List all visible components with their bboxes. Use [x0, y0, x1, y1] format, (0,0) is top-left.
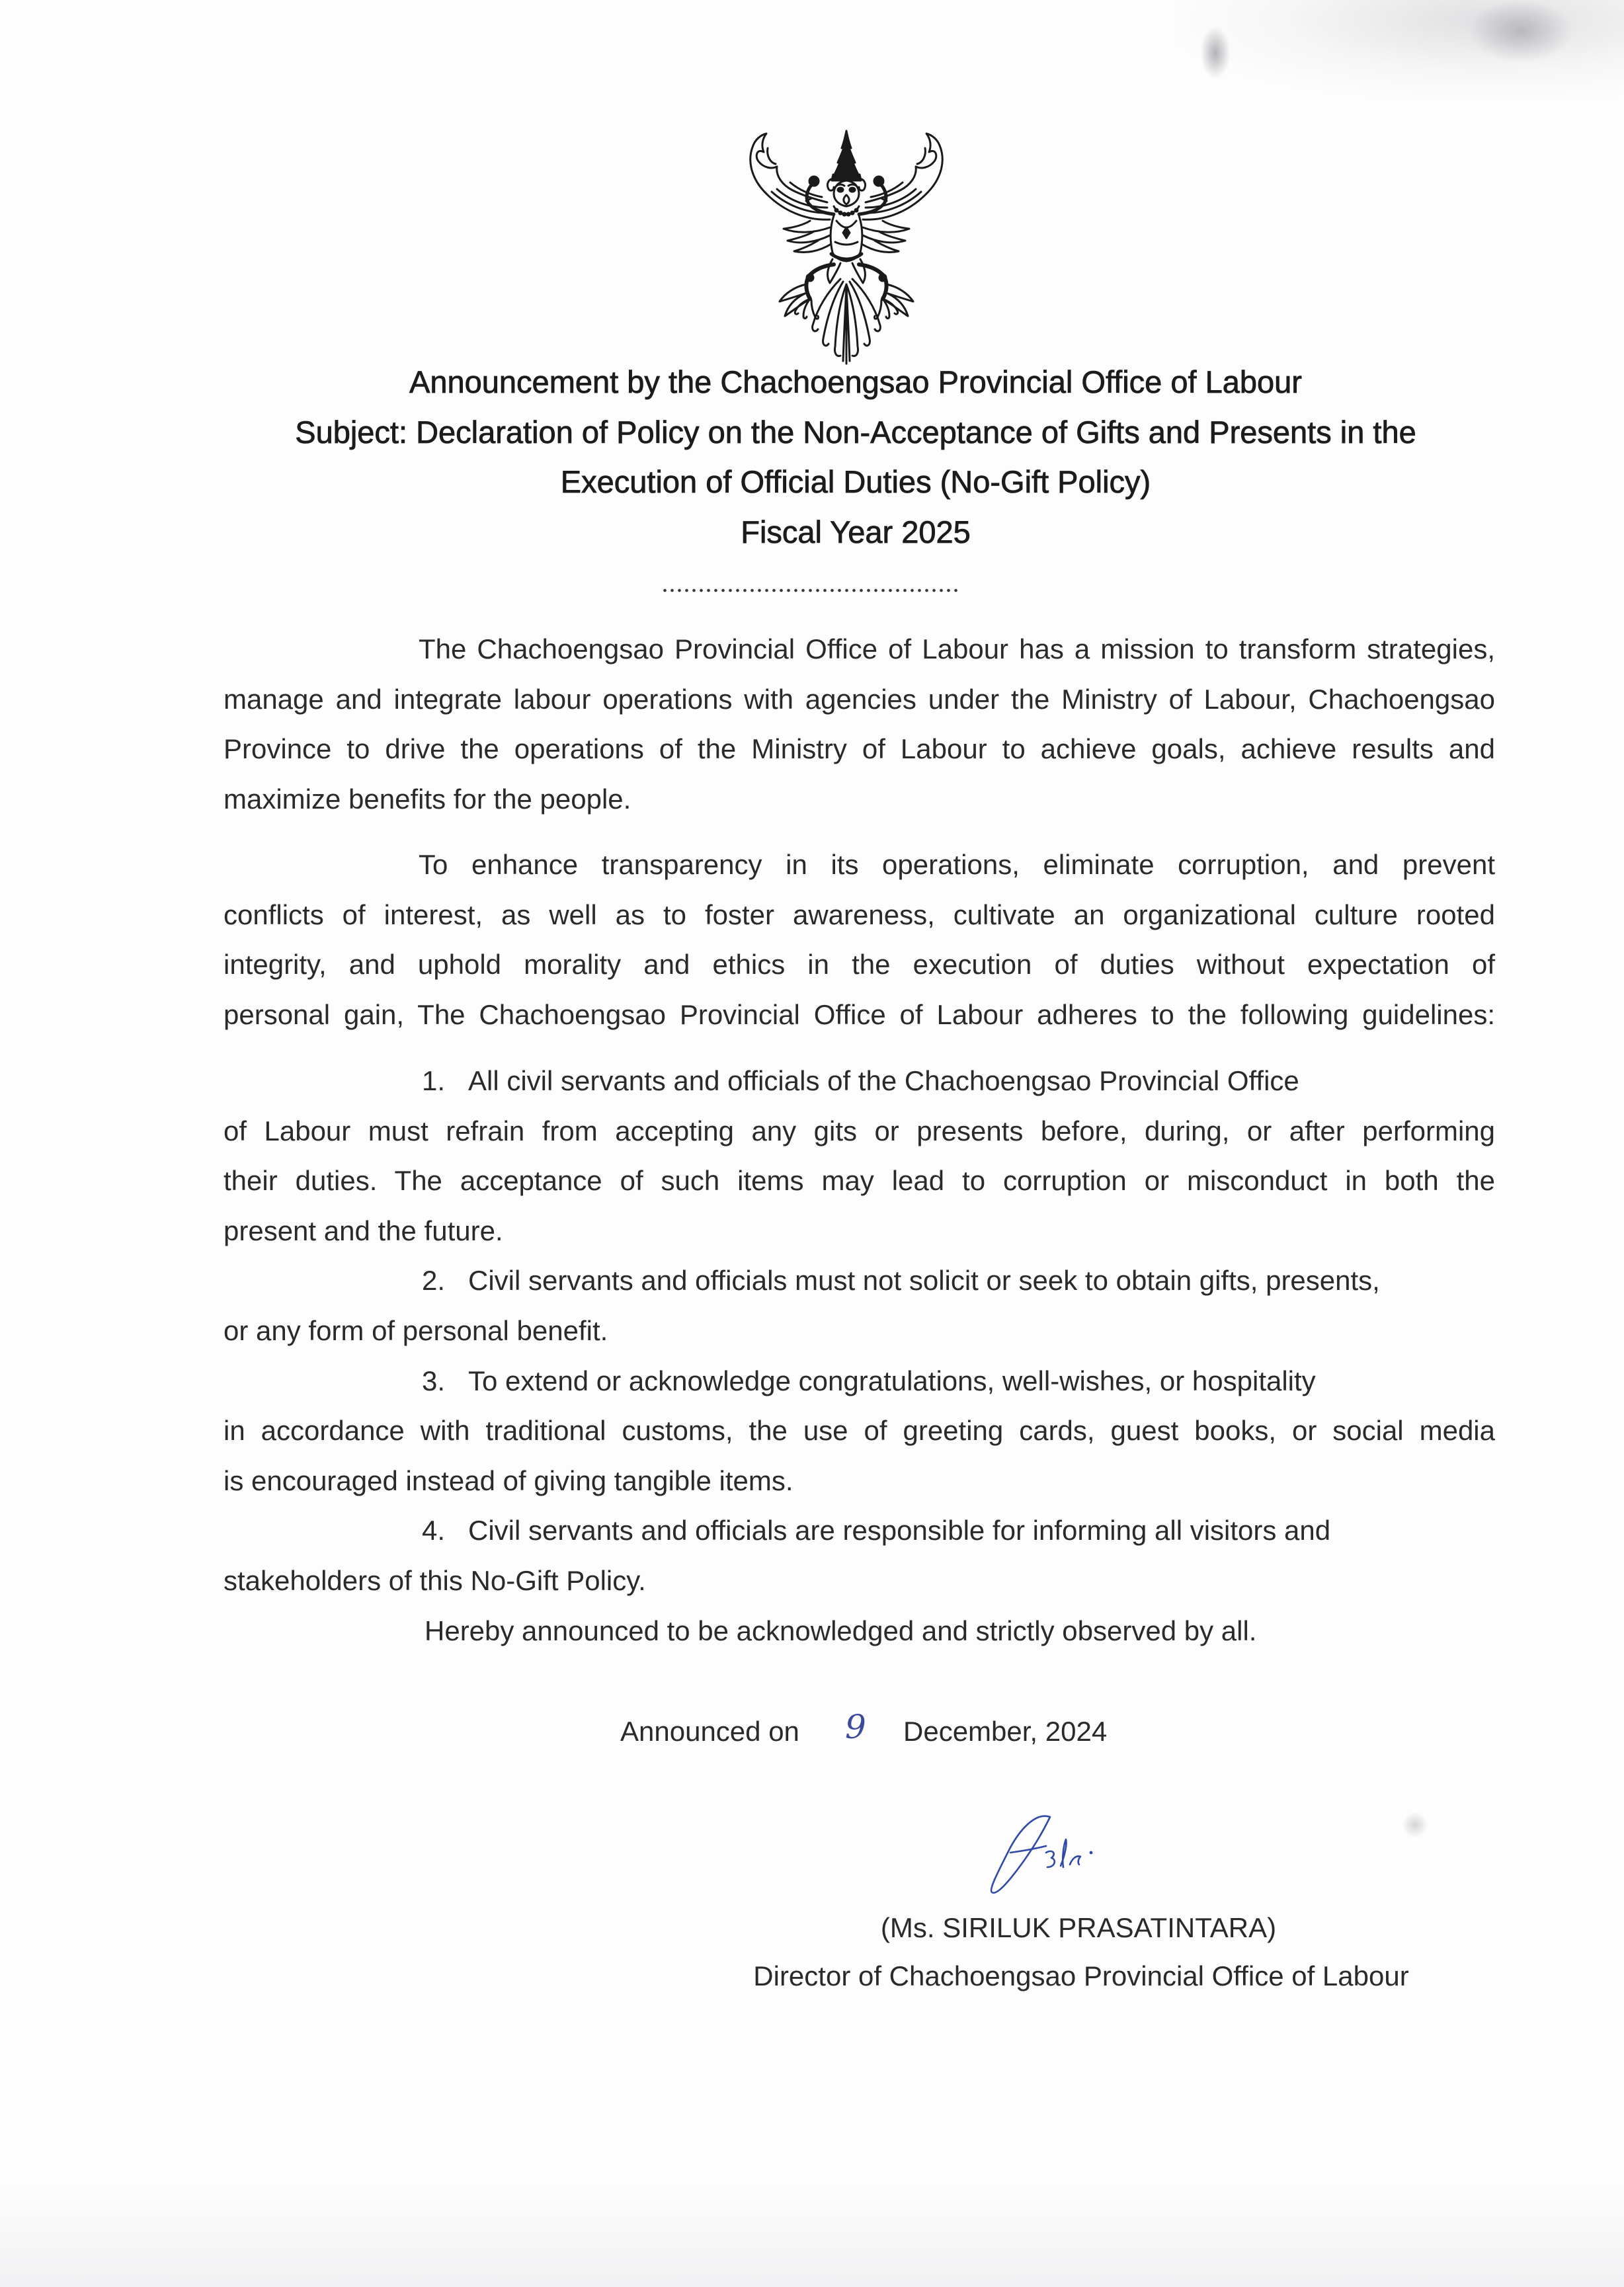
text-line: To enhance transparency in its operations, eliminate corruption, and prevent	[419, 849, 1495, 880]
list-item	[223, 1056, 1495, 1256]
text-line: or any form of personal benefit.	[223, 1314, 608, 1346]
text-line: their duties. The acceptance of such items may lead to corruption or misconduct in both the	[223, 1165, 1495, 1197]
dotted-separator	[661, 588, 960, 593]
document-title	[223, 357, 1488, 557]
text-line: present and the future.	[223, 1215, 503, 1246]
text-line: of Labour must refrain from accepting any gits or presents before, during, or after performing	[223, 1115, 1495, 1146]
announcement-date	[0, 1706, 1624, 1759]
subject-line: Subject: Declaration of Policy on the Non-Acceptance of Gifts and Presents in the	[295, 414, 1416, 450]
signature	[972, 1805, 1124, 1904]
handwritten-day: 9	[845, 1708, 866, 1746]
scan-smudge	[1177, 0, 1624, 99]
paragraph-mission	[223, 624, 1495, 824]
signatory-position: Director of Chachoengsao Provincial Office of Labour	[753, 1960, 1409, 1991]
text-line: conflicts of interest, as well as to foster awareness, cultivate an organizational culture rooted	[223, 899, 1495, 930]
title-line: Announcement by the Chachoengsao Provincial Office of Labour	[409, 364, 1302, 399]
text-line: The Chachoengsao Provincial Office of Labour has a mission to transform strategies,	[419, 633, 1495, 664]
item-text: Civil servants and officials must not solicit or seek to obtain gifts, presents,	[468, 1265, 1380, 1297]
item-number: 3.	[422, 1365, 446, 1396]
date-prefix: Announced on	[620, 1716, 799, 1747]
text-line: manage and integrate labour operations with agencies under the Ministry of Labour, Chachoengsao	[223, 683, 1495, 715]
list-item	[223, 1505, 1495, 1605]
text-line: in accordance with traditional customs, the use of greeting cards, guest books, or social media	[223, 1415, 1495, 1447]
text-line: Province to drive the operations of the Ministry of Labour to achieve goals, achieve results and	[223, 733, 1495, 765]
date-month-year: December, 2024	[903, 1716, 1108, 1747]
guidelines-list	[223, 1056, 1495, 1656]
paragraph-transparency	[223, 840, 1495, 1039]
text-line	[223, 1356, 1495, 1406]
scan-smudge	[0, 2182, 1624, 2287]
item-text: To extend or acknowledge congratulations, well-wishes, or hospitality	[468, 1365, 1316, 1396]
item-number: 1.	[422, 1065, 446, 1096]
text-line: stakeholders of this No-Gift Policy.	[223, 1564, 646, 1596]
text-line	[223, 1256, 1495, 1306]
text-line	[223, 1056, 1495, 1106]
scan-smudge	[1468, 0, 1574, 63]
item-text: All civil servants and officials of the Chachoengsao Provincial Office	[468, 1065, 1299, 1096]
text-line: maximize benefits for the people.	[223, 783, 631, 815]
list-item	[223, 1356, 1495, 1506]
scan-smudge	[1402, 1812, 1428, 1838]
list-item	[223, 1256, 1495, 1355]
item-number: 4.	[422, 1515, 446, 1546]
scan-smudge	[1200, 26, 1231, 79]
signatory-name: (Ms. SIRILUK PRASATINTARA)	[880, 1912, 1277, 1943]
text-line: is encouraged instead of giving tangible items.	[223, 1464, 793, 1496]
item-text: Civil servants and officials are responsible for informing all visitors and	[468, 1515, 1331, 1546]
text-line: personal gain, The Chachoengsao Provincial Office of Labour adheres to the following guidelines:	[223, 998, 1495, 1030]
fiscal-year-line: Fiscal Year 2025	[741, 514, 971, 549]
garuda-emblem-icon	[737, 128, 955, 366]
text-line: integrity, and uphold morality and ethics in the execution of duties without expectation of	[223, 949, 1495, 981]
closing-statement: Hereby announced to be acknowledged and strictly observed by all.	[425, 1615, 1257, 1646]
item-number: 2.	[422, 1265, 446, 1297]
subject-line: Execution of Official Duties (No-Gift Policy)	[560, 464, 1151, 500]
text-line	[223, 1505, 1495, 1556]
